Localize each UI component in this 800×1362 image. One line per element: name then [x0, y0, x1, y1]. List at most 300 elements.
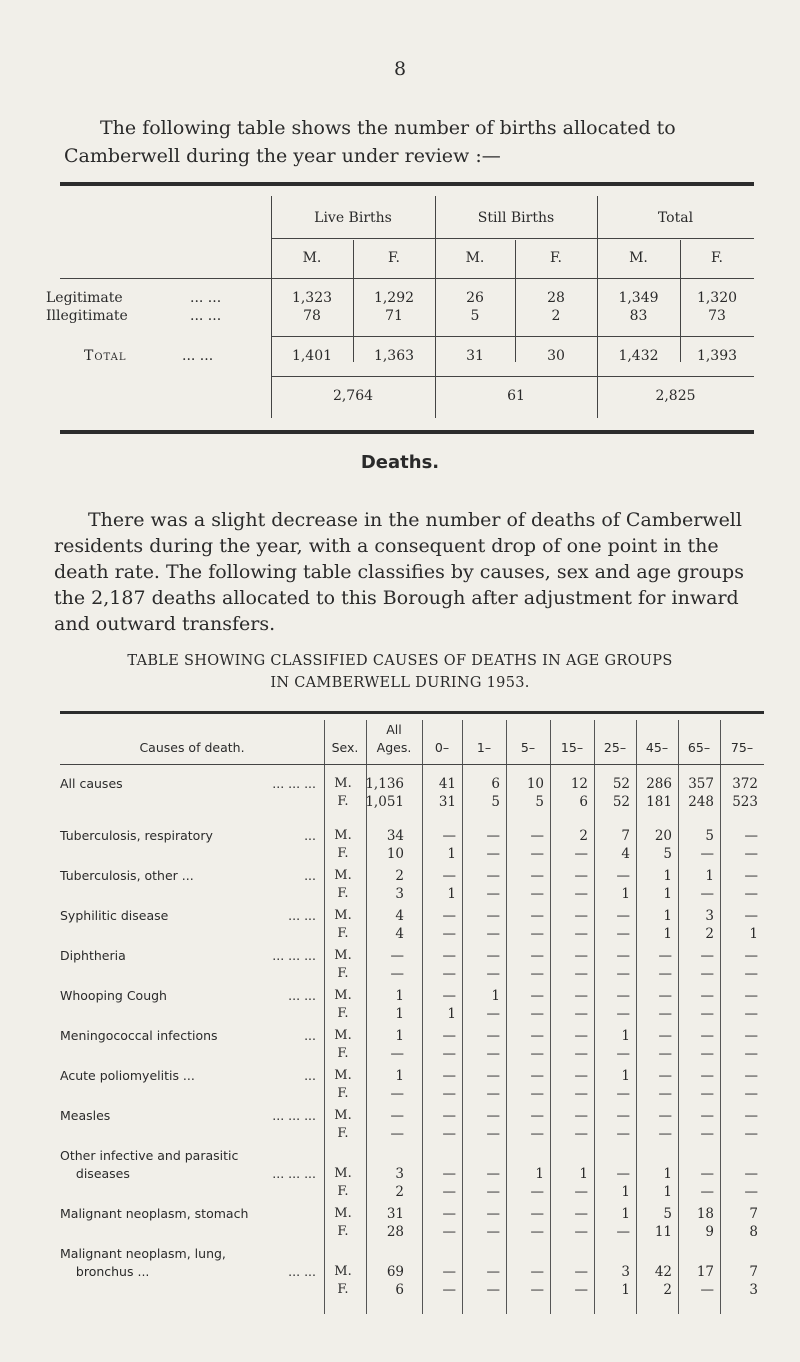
age-cell: —	[486, 846, 500, 862]
sex-cell: F.	[337, 846, 349, 861]
age-cell: —	[530, 1108, 544, 1124]
header-rule	[60, 764, 764, 765]
age-cell: —	[700, 1086, 714, 1102]
rule	[271, 336, 754, 337]
header-age-group: 45–	[645, 740, 669, 755]
age-cell: —	[442, 1086, 456, 1102]
age-cell: —	[530, 1224, 544, 1240]
age-cell: 12	[570, 776, 588, 792]
age-cell: 18	[696, 1206, 714, 1222]
table-row	[60, 1166, 764, 1184]
all-ages-cell: 1	[395, 988, 404, 1004]
age-cell: —	[616, 868, 630, 884]
header-live-births: Live Births	[314, 210, 392, 226]
age-cell: —	[486, 1126, 500, 1142]
age-cell: —	[574, 1282, 588, 1298]
age-cell: 42	[654, 1264, 672, 1280]
age-cell: —	[616, 908, 630, 924]
deaths-paragraph	[54, 507, 766, 637]
age-cell: —	[658, 1028, 672, 1044]
age-cell: 20	[654, 828, 672, 844]
age-cell: 3	[705, 908, 714, 924]
age-cell: —	[744, 1028, 758, 1044]
sex-cell: F.	[337, 1184, 349, 1199]
all-ages-cell: 1	[395, 1028, 404, 1044]
table-row	[60, 1006, 764, 1024]
sex-cell: F.	[337, 886, 349, 901]
births-cell: 1,393	[696, 348, 738, 364]
age-cell: 4	[621, 846, 630, 862]
sex-cell: M.	[334, 1068, 352, 1083]
all-ages-cell: 3	[395, 1166, 404, 1182]
age-cell: —	[658, 1046, 672, 1062]
table-title	[40, 650, 760, 694]
age-cell: 6	[579, 794, 588, 810]
age-cell: —	[574, 1046, 588, 1062]
age-cell: —	[442, 1206, 456, 1222]
age-cell: 5	[663, 846, 672, 862]
table-row	[60, 1184, 764, 1202]
age-cell: 357	[688, 776, 714, 792]
age-cell: —	[486, 908, 500, 924]
age-cell: —	[700, 1108, 714, 1124]
subheader-f: F.	[388, 250, 400, 266]
age-cell: —	[700, 1006, 714, 1022]
age-cell: 1	[621, 1282, 630, 1298]
births-cell: 73	[708, 308, 726, 324]
age-cell: —	[574, 988, 588, 1004]
births-cell: 1,320	[696, 290, 738, 306]
births-cell: 30	[547, 348, 565, 364]
age-cell: —	[574, 868, 588, 884]
age-cell: —	[574, 1184, 588, 1200]
age-cell: —	[744, 948, 758, 964]
age-cell: —	[486, 1166, 500, 1182]
all-ages-cell: —	[390, 966, 404, 982]
age-cell: —	[744, 1166, 758, 1182]
age-cell: —	[616, 966, 630, 982]
age-cell: 5	[663, 1206, 672, 1222]
age-cell: —	[486, 1264, 500, 1280]
births-cell: 5	[470, 308, 480, 324]
age-cell: 523	[732, 794, 758, 810]
age-cell: —	[530, 1184, 544, 1200]
age-cell: —	[700, 1046, 714, 1062]
age-cell: 1	[621, 1184, 630, 1200]
all-ages-cell: 28	[386, 1224, 404, 1240]
age-cell: —	[530, 1046, 544, 1062]
age-cell: —	[530, 868, 544, 884]
age-cell: —	[616, 1046, 630, 1062]
all-ages-cell: 69	[386, 1264, 404, 1280]
header-age-group: 15–	[560, 740, 584, 755]
age-cell: 181	[646, 794, 672, 810]
age-cell: —	[700, 948, 714, 964]
age-cell: —	[744, 828, 758, 844]
age-cell: 3	[621, 1264, 630, 1280]
all-ages-cell: 1,136	[365, 776, 404, 792]
age-cell: —	[700, 1028, 714, 1044]
header-causes: Causes of death.	[139, 740, 245, 755]
deaths-table	[60, 711, 764, 1314]
table-row	[60, 1264, 764, 1282]
table-title-line-1: TABLE SHOWING CLASSIFIED CAUSES OF DEATHS IN AGE GROUPS	[127, 653, 673, 669]
header-age-group: 0–	[434, 740, 450, 755]
age-cell: 7	[749, 1206, 758, 1222]
age-cell: —	[442, 948, 456, 964]
header-still-births: Still Births	[477, 210, 555, 226]
table-row	[60, 776, 764, 794]
sex-cell: M.	[334, 776, 352, 791]
age-cell: —	[442, 828, 456, 844]
table-row	[60, 948, 764, 966]
age-cell: —	[442, 1108, 456, 1124]
all-ages-cell: 2	[395, 868, 404, 884]
age-cell: —	[486, 1224, 500, 1240]
all-ages-cell: —	[390, 1086, 404, 1102]
age-cell: —	[486, 1028, 500, 1044]
age-cell: 1	[705, 868, 714, 884]
age-cell: 2	[705, 926, 714, 942]
age-cell: —	[658, 1006, 672, 1022]
header-ages: Ages.	[376, 740, 412, 755]
age-cell: —	[486, 886, 500, 902]
subheader-m: M.	[629, 250, 648, 266]
age-cell: —	[744, 966, 758, 982]
table-title-line-2: IN CAMBERWELL DURING 1953.	[270, 675, 530, 691]
age-cell: 2	[663, 1282, 672, 1298]
all-ages-cell: 10	[386, 846, 404, 862]
age-cell: —	[442, 868, 456, 884]
age-cell: —	[616, 1086, 630, 1102]
age-cell: —	[744, 1046, 758, 1062]
leader-dots: ... ... ...	[272, 1166, 316, 1181]
age-cell: —	[744, 868, 758, 884]
table-row	[60, 966, 764, 984]
age-cell: 5	[535, 794, 544, 810]
all-ages-cell: 3	[395, 886, 404, 902]
age-cell: —	[486, 1068, 500, 1084]
sex-cell: F.	[337, 1282, 349, 1297]
age-cell: 17	[696, 1264, 714, 1280]
intro-paragraph	[64, 114, 754, 170]
leader-dots: ...	[304, 1028, 316, 1043]
age-cell: —	[530, 1264, 544, 1280]
table-row	[60, 828, 764, 846]
age-cell: —	[700, 846, 714, 862]
rule	[271, 238, 754, 239]
age-cell: 1	[535, 1166, 544, 1182]
sex-cell: F.	[337, 794, 349, 809]
row-label-total: Total	[84, 348, 127, 364]
cause-label: Tuberculosis, other ...	[60, 868, 194, 883]
age-cell: —	[442, 926, 456, 942]
age-cell: —	[658, 988, 672, 1004]
age-cell: —	[658, 1108, 672, 1124]
age-cell: —	[574, 1264, 588, 1280]
table-row	[60, 1246, 764, 1264]
births-cell: 1,349	[618, 290, 659, 306]
age-cell: 1	[491, 988, 500, 1004]
age-cell: 1	[447, 886, 456, 902]
sex-cell: M.	[334, 1264, 352, 1279]
all-ages-cell: 6	[395, 1282, 404, 1298]
cause-label: Syphilitic disease	[60, 908, 169, 923]
sex-cell: F.	[337, 1006, 349, 1021]
age-cell: —	[442, 1282, 456, 1298]
header-all: All	[386, 722, 402, 737]
row-label-illegitimate: Illegitimate	[46, 308, 128, 324]
subheader-m: M.	[302, 250, 322, 266]
age-cell: —	[658, 1126, 672, 1142]
age-cell: 1	[621, 886, 630, 902]
sex-cell: F.	[337, 966, 349, 981]
table-row	[60, 1206, 764, 1224]
header-age-group: 25–	[603, 740, 627, 755]
rule	[435, 196, 436, 418]
cause-label: bronchus ...	[60, 1264, 150, 1279]
all-ages-cell: —	[390, 1126, 404, 1142]
table-row	[60, 794, 764, 812]
age-cell: —	[442, 908, 456, 924]
age-cell: —	[486, 1108, 500, 1124]
table-row	[60, 908, 764, 926]
all-ages-cell: 4	[395, 926, 404, 942]
age-cell: —	[574, 1086, 588, 1102]
age-cell: —	[442, 1028, 456, 1044]
table-row	[60, 1086, 764, 1104]
age-cell: —	[616, 1006, 630, 1022]
sex-cell: M.	[334, 948, 352, 963]
age-cell: —	[700, 1126, 714, 1142]
age-cell: 1	[663, 868, 672, 884]
age-cell: —	[744, 1184, 758, 1200]
leader-dots: ...	[304, 828, 316, 843]
age-cell: —	[744, 908, 758, 924]
age-cell: —	[616, 926, 630, 942]
sex-cell: F.	[337, 1046, 349, 1061]
age-cell: —	[530, 828, 544, 844]
age-cell: —	[574, 1028, 588, 1044]
cause-label: Tuberculosis, respiratory	[60, 828, 213, 843]
age-cell: —	[744, 1068, 758, 1084]
age-cell: 7	[621, 828, 630, 844]
table-row	[60, 1126, 764, 1144]
age-cell: —	[486, 828, 500, 844]
age-cell: —	[530, 926, 544, 942]
age-cell: 11	[654, 1224, 672, 1240]
sex-cell: F.	[337, 1224, 349, 1239]
age-cell: —	[616, 1224, 630, 1240]
age-cell: 7	[749, 1264, 758, 1280]
cause-label: Malignant neoplasm, stomach	[60, 1206, 249, 1221]
leader-dots: ... ...	[288, 908, 316, 923]
subheader-m: M.	[465, 250, 485, 266]
age-cell: —	[530, 1206, 544, 1222]
table-row	[60, 1108, 764, 1126]
age-cell: —	[442, 1126, 456, 1142]
age-cell: —	[530, 1028, 544, 1044]
table-row	[60, 1148, 764, 1166]
all-ages-cell: 1,051	[365, 794, 404, 810]
table-row	[60, 926, 764, 944]
age-cell: —	[442, 1166, 456, 1182]
age-cell: —	[530, 846, 544, 862]
age-cell: —	[744, 1086, 758, 1102]
age-cell: —	[486, 966, 500, 982]
age-cell: 2	[579, 828, 588, 844]
rule	[597, 196, 598, 418]
all-ages-cell: —	[390, 948, 404, 964]
births-cell: 1,401	[291, 348, 333, 364]
age-cell: 52	[612, 794, 630, 810]
age-cell: —	[700, 1282, 714, 1298]
grand-total: 2,825	[655, 388, 696, 404]
births-cell: 1,292	[373, 290, 415, 306]
age-cell: —	[658, 1086, 672, 1102]
age-cell: 1	[663, 886, 672, 902]
table-row	[60, 868, 764, 886]
age-cell: —	[486, 1006, 500, 1022]
table-row	[60, 1068, 764, 1086]
age-cell: 3	[749, 1282, 758, 1298]
age-cell: —	[486, 926, 500, 942]
age-cell: —	[574, 966, 588, 982]
rule	[271, 196, 272, 418]
table-row	[60, 886, 764, 904]
header-age-group: 1–	[476, 740, 492, 755]
age-cell: 1	[663, 908, 672, 924]
sex-cell: M.	[334, 1206, 352, 1221]
age-cell: —	[574, 1126, 588, 1142]
cause-label: Diphtheria	[60, 948, 126, 963]
age-cell: —	[530, 1068, 544, 1084]
age-cell: 1	[663, 926, 672, 942]
age-cell: —	[744, 1126, 758, 1142]
age-cell: 1	[621, 1206, 630, 1222]
age-cell: —	[442, 988, 456, 1004]
cause-label: Whooping Cough	[60, 988, 167, 1003]
all-ages-cell: 31	[386, 1206, 404, 1222]
leader-dots: ... ... ...	[272, 776, 316, 791]
age-cell: —	[616, 1166, 630, 1182]
header-age-group: 75–	[730, 740, 754, 755]
all-ages-cell: —	[390, 1108, 404, 1124]
sex-cell: M.	[334, 1166, 352, 1181]
age-cell: 1	[447, 1006, 456, 1022]
sex-cell: F.	[337, 1126, 349, 1141]
age-cell: —	[486, 1206, 500, 1222]
births-cell: 1,323	[291, 290, 333, 306]
sex-cell: M.	[334, 828, 352, 843]
age-cell: —	[530, 1086, 544, 1102]
sex-cell: M.	[334, 1108, 352, 1123]
row-label-legitimate: Legitimate	[46, 290, 123, 306]
all-ages-cell: 34	[386, 828, 404, 844]
births-cell: 26	[466, 290, 484, 306]
age-cell: 372	[732, 776, 758, 792]
births-cell: 2	[551, 308, 561, 324]
age-cell: —	[658, 1068, 672, 1084]
age-cell: —	[486, 1184, 500, 1200]
age-cell: —	[574, 1206, 588, 1222]
age-cell: 41	[438, 776, 456, 792]
age-cell: —	[700, 1068, 714, 1084]
age-cell: —	[530, 966, 544, 982]
leader-dots: ...	[304, 868, 316, 883]
cause-label: Other infective and parasitic	[60, 1148, 239, 1163]
age-cell: —	[700, 1184, 714, 1200]
sex-cell: F.	[337, 1086, 349, 1101]
age-cell: —	[744, 1006, 758, 1022]
all-ages-cell: 2	[395, 1184, 404, 1200]
live-births-total: 2,764	[332, 388, 374, 404]
age-cell: 1	[621, 1068, 630, 1084]
table-row	[60, 1046, 764, 1064]
births-cell: 71	[385, 308, 403, 324]
age-cell: 1	[663, 1166, 672, 1182]
leader-dots: ... ...	[288, 988, 316, 1003]
age-cell: 1	[663, 1184, 672, 1200]
age-cell: —	[574, 1224, 588, 1240]
age-cell: —	[616, 1108, 630, 1124]
table-row	[60, 1282, 764, 1300]
births-cell: 1,432	[618, 348, 659, 364]
cause-label: Meningococcal infections	[60, 1028, 218, 1043]
age-cell: 52	[612, 776, 630, 792]
cause-label: diseases	[60, 1166, 130, 1181]
age-cell: —	[574, 846, 588, 862]
sex-cell: M.	[334, 988, 352, 1003]
age-cell: —	[574, 1006, 588, 1022]
age-cell: —	[530, 886, 544, 902]
age-cell: —	[486, 948, 500, 964]
subheader-f: F.	[550, 250, 562, 266]
age-cell: —	[486, 1282, 500, 1298]
age-cell: —	[442, 966, 456, 982]
age-cell: —	[744, 886, 758, 902]
age-cell: —	[530, 1006, 544, 1022]
age-cell: 5	[491, 794, 500, 810]
table-row	[60, 1028, 764, 1046]
sex-cell: M.	[334, 868, 352, 883]
age-cell: —	[574, 908, 588, 924]
rule	[271, 376, 754, 377]
all-ages-cell: —	[390, 1046, 404, 1062]
age-cell: —	[486, 868, 500, 884]
age-cell: —	[530, 948, 544, 964]
age-cell: —	[700, 886, 714, 902]
births-cell: 83	[629, 308, 648, 324]
age-cell: —	[616, 948, 630, 964]
age-cell: —	[530, 988, 544, 1004]
age-cell: 10	[526, 776, 544, 792]
age-cell: 9	[705, 1224, 714, 1240]
cause-label: Measles	[60, 1108, 111, 1123]
all-ages-cell: 1	[395, 1006, 404, 1022]
header-total: Total	[657, 210, 694, 226]
header-age-group: 5–	[520, 740, 536, 755]
age-cell: 8	[749, 1224, 758, 1240]
leader-dots: ... ... ...	[272, 1108, 316, 1123]
age-cell: 31	[438, 794, 456, 810]
cause-label: Malignant neoplasm, lung,	[60, 1246, 226, 1261]
age-cell: —	[574, 948, 588, 964]
table-row	[60, 846, 764, 864]
age-cell: 286	[646, 776, 672, 792]
age-cell: —	[744, 988, 758, 1004]
age-cell: —	[530, 1282, 544, 1298]
